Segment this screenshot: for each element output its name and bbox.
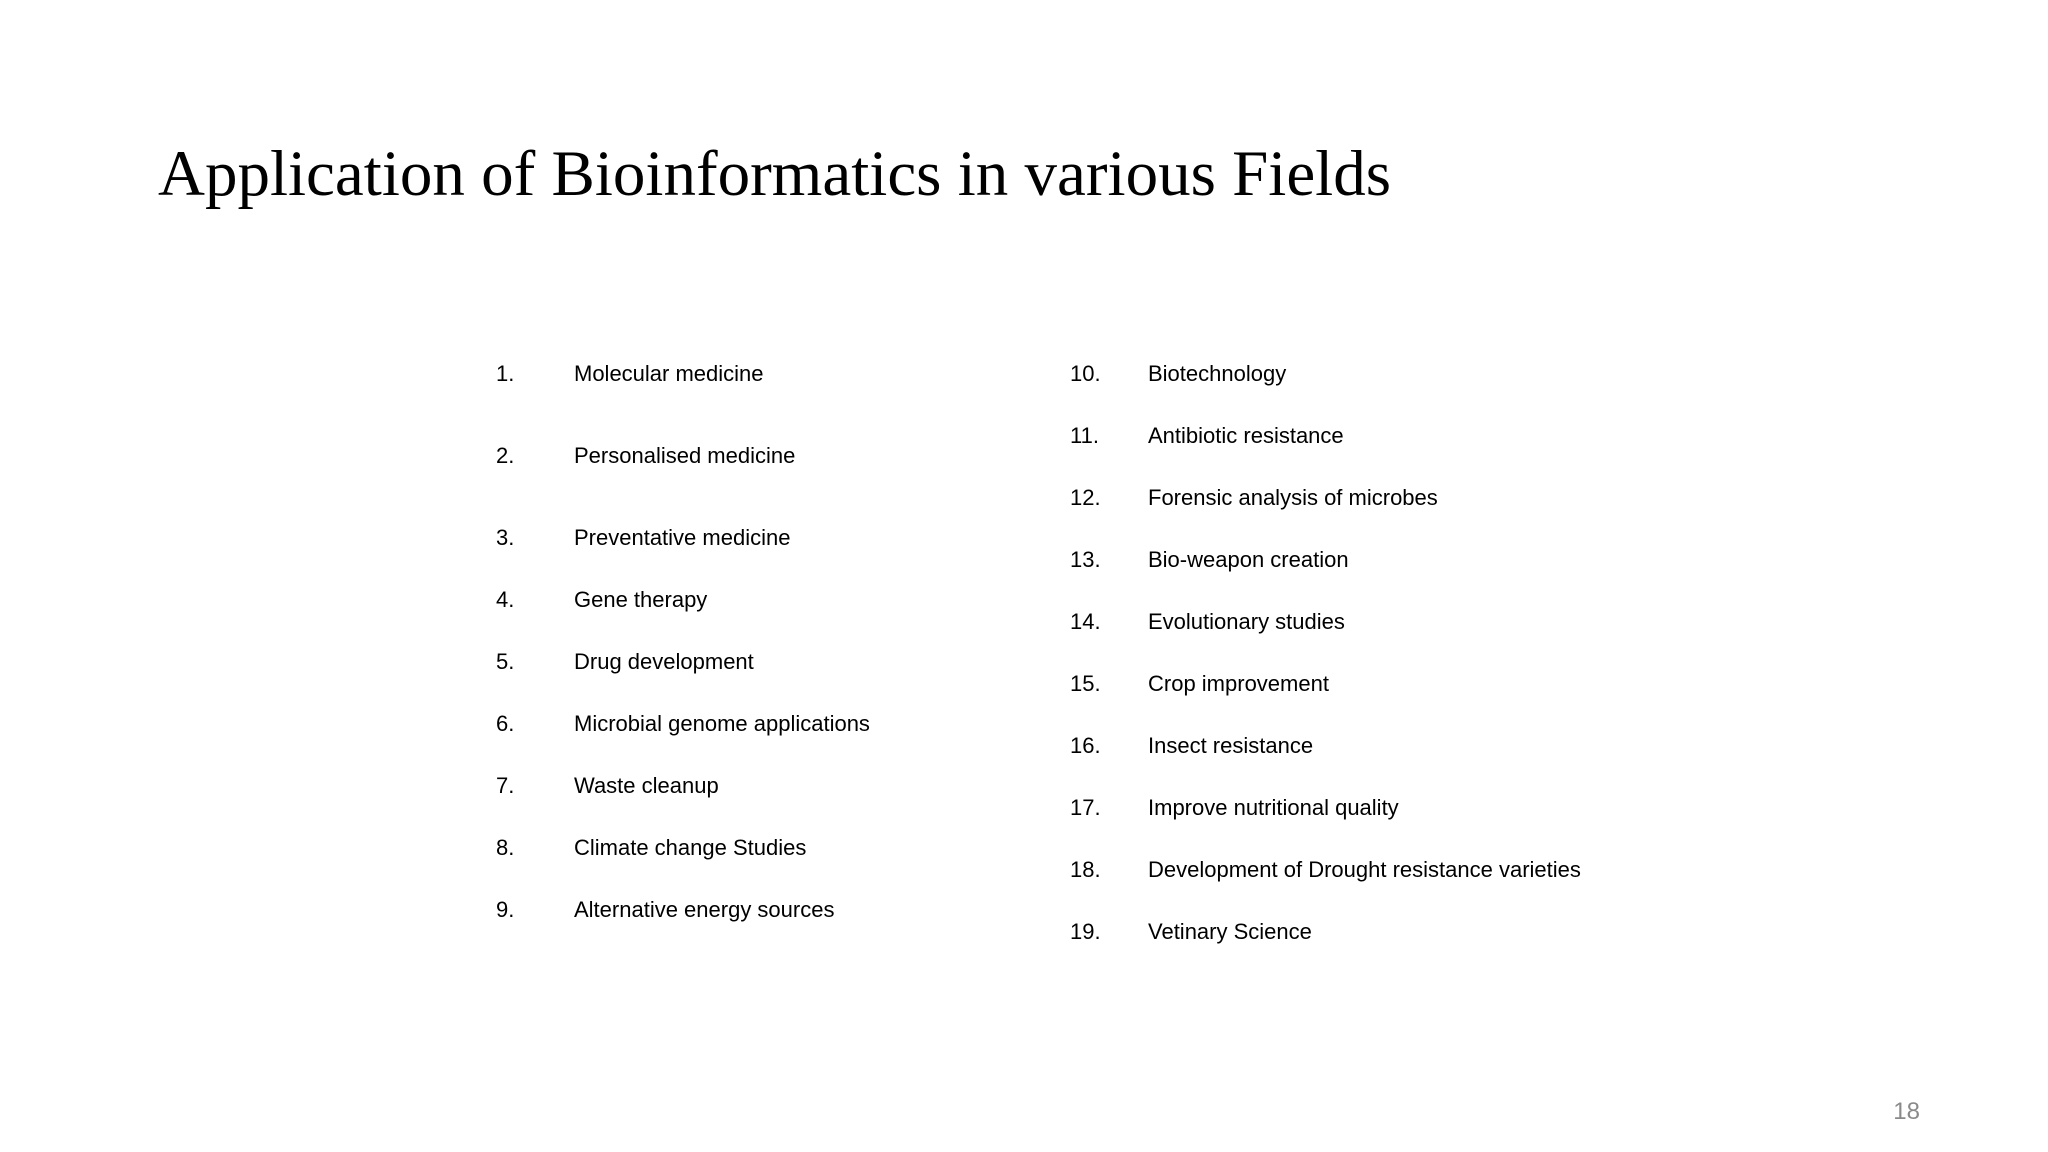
list-item-number: 15.	[1070, 671, 1101, 696]
list-item-number: 5.	[496, 649, 515, 674]
list-item-text: Bio-weapon creation	[1148, 547, 1349, 572]
list-item-number: 9.	[496, 897, 515, 922]
list-item-text: Drug development	[574, 649, 754, 674]
list-item-text: Forensic analysis of microbes	[1148, 485, 1438, 510]
list-item-text: Evolutionary studies	[1148, 609, 1345, 634]
list-item-number: 1.	[496, 361, 515, 386]
list-item-number: 17.	[1070, 795, 1101, 820]
list-item-number: 18.	[1070, 857, 1101, 882]
list-item-number: 3.	[496, 525, 515, 550]
slide-title: Application of Bioinformatics in various Fields	[158, 138, 1392, 210]
list-item-text: Development of Drought resistance varieties	[1148, 857, 1581, 882]
list-item-number: 19.	[1070, 919, 1101, 944]
list-item-number: 12.	[1070, 485, 1101, 510]
list-item-number: 13.	[1070, 547, 1101, 572]
list-item-text: Waste cleanup	[574, 773, 719, 798]
list-item-text: Antibiotic resistance	[1148, 423, 1344, 448]
page-number: 18	[1893, 1098, 1920, 1125]
list-item-text: Microbial genome applications	[574, 711, 870, 736]
list-item-text: Climate change Studies	[574, 835, 807, 860]
list-item-text: Improve nutritional quality	[1148, 795, 1399, 820]
list-item-number: 7.	[496, 773, 515, 798]
list-item-text: Gene therapy	[574, 587, 708, 612]
list-item-text: Biotechnology	[1148, 361, 1287, 386]
list-item-text: Vetinary Science	[1148, 919, 1312, 944]
list-item-number: 11.	[1070, 423, 1099, 448]
list-item-number: 14.	[1070, 609, 1101, 634]
list-item-number: 2.	[496, 443, 515, 468]
list-item-number: 10.	[1070, 361, 1101, 386]
list-item-text: Preventative medicine	[574, 525, 791, 550]
list-item-text: Crop improvement	[1148, 671, 1329, 696]
list-item-number: 8.	[496, 835, 515, 860]
list-item-text: Molecular medicine	[574, 361, 764, 386]
list-item-text: Insect resistance	[1148, 733, 1314, 758]
list-item-number: 6.	[496, 711, 515, 736]
list-item-text: Personalised medicine	[574, 443, 796, 468]
list-item-number: 16.	[1070, 733, 1101, 758]
list-item-number: 4.	[496, 587, 515, 612]
list-item-text: Alternative energy sources	[574, 897, 835, 922]
